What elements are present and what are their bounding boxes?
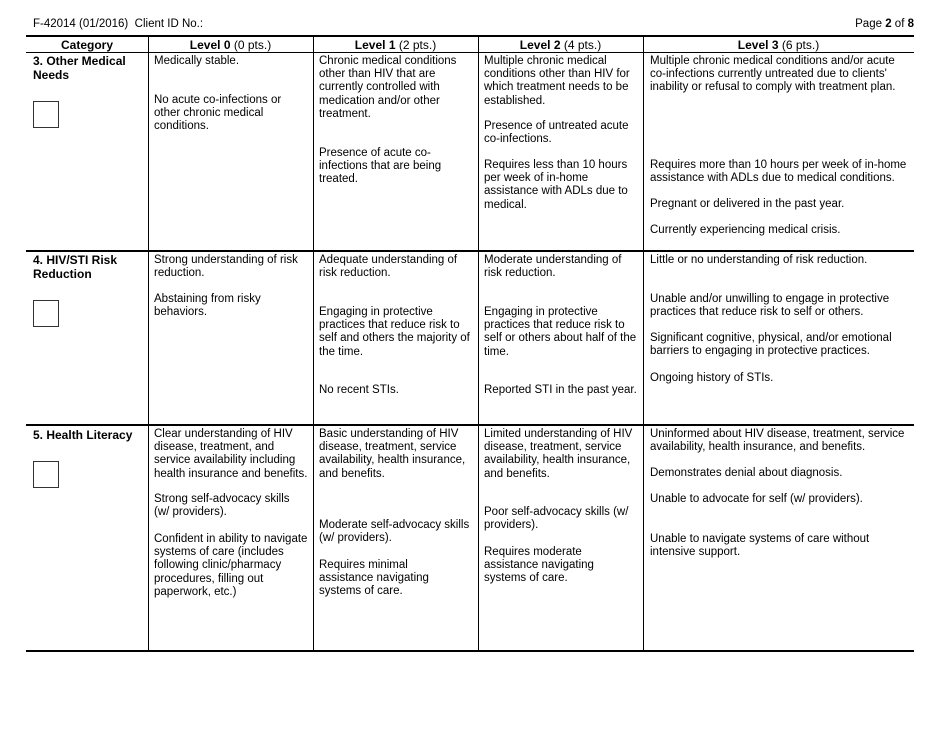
form-id: F-42014 (01/2016) (33, 18, 129, 30)
cell-text: Multiple chronic medical conditions and/or acute co-infections currently untreated due to clients' inability or refusal to comply with treatment plan. (650, 55, 896, 94)
cell-text: Requires moderate assistance navigating systems of care. (484, 546, 594, 585)
column-divider (313, 36, 314, 651)
header-bottom-border (26, 52, 914, 53)
cell-text: Unable to navigate systems of care without intensive support. (650, 533, 870, 559)
column-divider (148, 36, 149, 651)
score-checkbox[interactable] (33, 461, 59, 488)
cell-text: No acute co-infections or other chronic medical conditions. (154, 94, 282, 133)
cell-text: Currently experiencing medical crisis. (650, 224, 841, 236)
cell-text: Basic understanding of HIV disease, treatment, service availability, health insurance, and benefits. (319, 428, 466, 480)
table-bottom-border (26, 650, 914, 652)
cell-text: Unable to advocate for self (w/ providers). (650, 493, 863, 505)
cell-text: Presence of acute co-infections that are being treated. (319, 147, 442, 186)
cell-text: Multiple chronic medical conditions other than HIV for which treatment needs to be established. (484, 55, 630, 107)
cell-text: Demonstrates denial about diagnosis. (650, 467, 843, 479)
score-checkbox[interactable] (33, 300, 59, 327)
cell-text: Poor self-advocacy skills (w/ providers). (484, 506, 629, 532)
cell-text: Pregnant or delivered in the past year. (650, 198, 845, 210)
category-health-literacy: 5. Health Literacy (33, 428, 133, 442)
cell-text: Adequate understanding of risk reduction. (319, 254, 458, 280)
cell-text: Strong self-advocacy skills (w/ providers). (154, 493, 290, 519)
cell-text: Uninformed about HIV disease, treatment, service availability, health insurance, and benefits. (650, 428, 905, 454)
column-header-level0: Level 0 (0 pts.) (189, 38, 272, 52)
cell-text: Reported STI in the past year. (484, 384, 637, 396)
row4-bottom-border (26, 424, 914, 426)
cell-text: Engaging in protective practices that reduce risk to self or others about half of the time. (484, 306, 637, 358)
cell-text: Little or no understanding of risk reduction. (650, 254, 868, 266)
cell-text: Abstaining from risky behaviors. (154, 293, 261, 319)
form-header-left (33, 18, 203, 30)
cell-text: Clear understanding of HIV disease, treatment, and service availability including health insurance and benefits. (154, 428, 308, 480)
cell-text: Requires minimal assistance navigating systems of care. (319, 559, 429, 598)
cell-text: Engaging in protective practices that reduce risk to self and others the majority of the time. (319, 306, 470, 358)
cell-text: Requires more than 10 hours per week of in-home assistance with ADLs due to medical conditions. (650, 159, 907, 185)
page-number: Page 2 of 8 (855, 18, 914, 30)
cell-text: Moderate self-advocacy skills (w/ providers). (319, 519, 470, 545)
category-hiv-sti-risk-reduction: 4. HIV/STI Risk Reduction (33, 253, 118, 281)
cell-text: Confident in ability to navigate systems of care (includes following clinic/pharmacy procedures, filling out paperwork, etc.) (154, 533, 308, 598)
table-top-border (26, 35, 914, 37)
row3-bottom-border (26, 250, 914, 252)
column-header-level2: Level 2 (4 pts.) (519, 38, 602, 52)
column-divider (478, 36, 479, 651)
column-divider (643, 36, 644, 651)
cell-text: Requires less than 10 hours per week of in-home assistance with ADLs due to medical. (484, 159, 628, 211)
cell-text: Strong understanding of risk reduction. (154, 254, 298, 280)
cell-text: Chronic medical conditions other than HIV that are currently controlled with medication and/or other treatment. (319, 55, 457, 120)
cell-text: No recent STIs. (319, 384, 399, 396)
cell-text: Significant cognitive, physical, and/or emotional barriers to engaging in protective practices. (650, 332, 892, 358)
cell-text: Unable and/or unwilling to engage in protective practices that reduce risk to self or others. (650, 293, 890, 319)
category-other-medical-needs: 3. Other Medical Needs (33, 54, 126, 82)
column-header-category: Category (60, 38, 113, 52)
client-id-label: Client ID No.: (134, 18, 204, 30)
column-header-level1: Level 1 (2 pts.) (354, 38, 437, 52)
score-checkbox[interactable] (33, 101, 59, 128)
cell-text: Moderate understanding of risk reduction. (484, 254, 622, 280)
cell-text: Medically stable. (154, 55, 240, 67)
cell-text: Limited understanding of HIV disease, treatment, service availability, health insurance, and benefits. (484, 428, 633, 480)
cell-text: Ongoing history of STIs. (650, 372, 774, 384)
cell-text: Presence of untreated acute co-infections. (484, 120, 629, 146)
column-header-level3: Level 3 (6 pts.) (737, 38, 820, 52)
